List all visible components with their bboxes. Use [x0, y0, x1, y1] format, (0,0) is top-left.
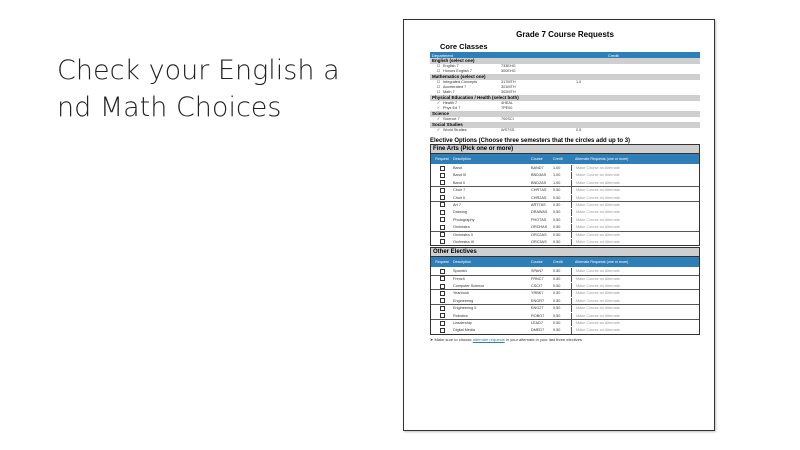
checkbox-icon[interactable] — [440, 291, 445, 296]
elective-credit: 0.50 — [553, 195, 561, 200]
course-name: Science 7 — [443, 117, 460, 121]
request-checkbox[interactable] — [431, 313, 453, 319]
alternate-option[interactable]: Make Course an Alternate — [571, 276, 699, 282]
elective-credit: 1.00 — [553, 166, 561, 170]
course-code: 317MTH — [501, 80, 516, 84]
core-group-label: English (select one) — [430, 58, 700, 64]
elective-course-code: BND2AS — [531, 180, 547, 185]
checkbox-icon[interactable] — [440, 269, 445, 274]
slide-title-line-2: nd Math Choices — [57, 92, 282, 123]
alternate-option[interactable]: Make Course an Alternate — [571, 298, 699, 304]
document-title: Grade 7 Course Requests — [516, 30, 614, 39]
checkbox-icon[interactable] — [440, 217, 445, 222]
other-electives-header: Request Description Course Credit Alternate Requests (one or more) — [431, 257, 699, 267]
course-credit — [576, 90, 606, 95]
other-electives-table — [430, 256, 700, 335]
request-checkbox[interactable] — [431, 290, 453, 296]
request-checkbox[interactable] — [431, 217, 453, 223]
elective-course-code: ROBO7 — [531, 313, 545, 318]
elective-course-code: CSCI7 — [531, 284, 543, 289]
elective-credit: 0.50 — [553, 321, 561, 326]
elective-description: Choir 7 — [453, 188, 466, 193]
elective-description: Art 7 — [453, 202, 462, 207]
request-checkbox[interactable] — [431, 305, 453, 311]
elective-course-code: BND3AS — [531, 173, 547, 178]
request-checkbox[interactable] — [431, 283, 453, 289]
course-request-document — [403, 19, 715, 431]
elective-row — [431, 186, 699, 193]
course-check[interactable]: ☐ — [436, 64, 440, 68]
checkbox-icon[interactable] — [440, 202, 445, 207]
checkbox-icon[interactable] — [440, 173, 445, 178]
elective-description: Orchestra — [453, 225, 470, 230]
request-checkbox[interactable] — [431, 209, 453, 215]
elective-row — [431, 179, 699, 186]
alternate-option[interactable]: Make Course an Alternate — [571, 327, 699, 333]
elective-credit: 0.50 — [553, 291, 561, 296]
course-check[interactable]: ✓ — [436, 106, 440, 110]
course-name: Math 7 — [443, 90, 455, 94]
elective-row — [431, 194, 699, 201]
request-checkbox[interactable] — [431, 180, 453, 186]
elective-description: Yearbook — [453, 291, 469, 296]
elective-row — [431, 223, 699, 230]
elective-credit: 0.50 — [553, 217, 561, 222]
elective-row — [431, 267, 699, 274]
request-checkbox[interactable] — [431, 268, 453, 274]
elective-row — [431, 297, 699, 304]
fine-arts-table — [430, 153, 700, 246]
elective-credit: 0.50 — [553, 298, 561, 303]
elective-description: Spanish — [453, 269, 467, 274]
checkbox-icon[interactable] — [440, 166, 445, 171]
request-checkbox[interactable] — [431, 239, 453, 245]
course-code: 7PE00 — [501, 106, 513, 110]
course-check[interactable]: ✓ — [436, 128, 440, 132]
course-name: Health 7 — [443, 101, 458, 105]
elective-description: French — [453, 276, 465, 281]
elective-course-code: DMED7 — [531, 328, 545, 333]
elective-credit: 1.00 — [553, 180, 561, 185]
alternate-option[interactable]: Make Course an Alternate — [571, 165, 699, 171]
course-name: Honors English 7 — [443, 69, 472, 73]
course-code: 300EHG — [501, 69, 516, 73]
elective-course-code: PHOTAS — [531, 217, 547, 222]
elective-row — [431, 231, 699, 238]
alternate-option[interactable]: Make Course an Alternate — [571, 239, 699, 245]
elective-course-code: CHR2AS — [531, 195, 547, 200]
alternate-option[interactable]: Make Course an Alternate — [571, 283, 699, 289]
checkbox-icon[interactable] — [440, 239, 445, 244]
elective-course-code: LEAD7 — [531, 321, 544, 326]
elective-row — [431, 289, 699, 296]
checkbox-icon[interactable] — [440, 232, 445, 237]
elective-description: Engineering II — [453, 306, 477, 311]
course-code: 302MTH — [501, 90, 516, 94]
elective-description: Orchestra III — [453, 239, 474, 244]
request-checkbox[interactable] — [431, 298, 453, 304]
elective-description: Drawing — [453, 210, 467, 215]
core-classes-title: Core Classes — [440, 42, 488, 51]
course-code: WS7SS — [501, 128, 515, 132]
elective-description: Choir II — [453, 195, 466, 200]
course-name: English 7 — [443, 64, 459, 68]
elective-course-code: BAND7 — [531, 166, 544, 170]
course-code: 4HEAL — [501, 101, 514, 105]
alternate-option[interactable]: Make Course an Alternate — [571, 305, 699, 311]
fine-arts-title: Fine Arts (Pick one or more) — [430, 144, 700, 153]
checkbox-icon[interactable] — [440, 306, 445, 311]
alternate-option[interactable]: Make Course an Alternate — [571, 232, 699, 238]
course-code: 700SCI — [501, 117, 514, 121]
request-checkbox[interactable] — [431, 187, 453, 193]
elective-description: Band III — [453, 173, 467, 178]
core-header-credit: Credit — [608, 52, 619, 58]
request-checkbox[interactable] — [431, 202, 453, 208]
elective-description: Leadership — [453, 321, 472, 326]
elective-course-code: ENG27 — [531, 306, 544, 311]
checkbox-icon[interactable] — [440, 276, 445, 281]
course-credit: 0.5 — [576, 128, 582, 132]
elective-row — [431, 216, 699, 223]
elective-row — [431, 312, 699, 319]
checkbox-icon[interactable] — [440, 328, 445, 333]
core-course-row[interactable] — [430, 128, 700, 133]
elective-course-code: DRAWAS — [531, 210, 548, 215]
alternate-option[interactable]: Make Course an Alternate — [571, 217, 699, 223]
course-credit — [576, 117, 606, 122]
elective-row — [431, 319, 699, 326]
request-checkbox[interactable] — [431, 165, 453, 171]
slide-title-line-1: Check your English a — [57, 55, 340, 86]
alternate-option[interactable]: Make Course an Alternate — [571, 313, 699, 319]
elective-row — [431, 208, 699, 215]
elective-row — [431, 171, 699, 178]
elective-course-code: YRBK7 — [531, 291, 544, 296]
course-check[interactable]: ☐ — [436, 85, 440, 89]
course-check[interactable]: ☐ — [436, 69, 440, 73]
course-code: 301MTH — [501, 85, 516, 89]
elective-course-code: FRNC7 — [531, 276, 544, 281]
elective-course-code: CHR7AS — [531, 188, 547, 193]
elective-description: Digital Media — [453, 328, 475, 333]
checkbox-icon[interactable] — [440, 321, 445, 326]
course-name: Accelerated 7 — [443, 85, 467, 89]
checkbox-icon[interactable] — [440, 180, 445, 185]
request-checkbox[interactable] — [431, 320, 453, 326]
course-credit — [576, 106, 606, 111]
core-group-label: Science — [430, 111, 700, 117]
alternate-option[interactable]: Make Course an Alternate — [571, 202, 699, 208]
checkbox-icon[interactable] — [440, 313, 445, 318]
elective-credit: 0.50 — [553, 210, 561, 215]
course-name: Integrated Concepts — [443, 80, 478, 84]
request-checkbox[interactable] — [431, 224, 453, 230]
course-check[interactable]: ✓ — [436, 101, 440, 105]
elective-credit: 0.50 — [553, 225, 561, 230]
checkbox-icon[interactable] — [440, 195, 445, 200]
elective-row — [431, 238, 699, 245]
elective-row — [431, 164, 699, 171]
request-checkbox[interactable] — [431, 276, 453, 282]
alternate-requests-link[interactable]: alternate requests — [472, 336, 505, 342]
core-group-label: Physical Education / Health (select both) — [430, 95, 700, 101]
course-credit — [576, 69, 606, 74]
elective-credit: 0.50 — [553, 269, 561, 274]
elective-description: Computer Science — [453, 284, 485, 289]
course-code: 733EHG — [501, 64, 516, 68]
elective-course-code: ORCHAS — [531, 225, 548, 230]
course-name: Phys Ed 7 — [443, 106, 461, 110]
elective-row — [431, 326, 699, 333]
core-header-department: Department — [432, 52, 453, 58]
elective-course-code: ORC3AS — [531, 239, 547, 244]
elective-row — [431, 304, 699, 311]
alternate-option[interactable]: Make Course an Alternate — [571, 290, 699, 296]
elective-row — [431, 282, 699, 289]
core-group-label: Mathematics (select one) — [430, 74, 700, 80]
elective-course-code: SPAN7 — [531, 269, 544, 274]
course-name: World Studies — [443, 128, 467, 132]
core-group-label: Social Studies — [430, 122, 700, 128]
elective-credit: 0.50 — [553, 239, 561, 244]
footer-note: ➤ Make sure to choose alternate requests in your alternate in your last three electives — [430, 336, 582, 342]
alternate-option[interactable]: Make Course an Alternate — [571, 187, 699, 193]
elective-description: Engineering — [453, 298, 474, 303]
elective-row — [431, 275, 699, 282]
elective-options-title: Elective Options (Choose three semesters that the circles add up to 3) — [430, 138, 631, 144]
elective-credit: 0.50 — [553, 202, 561, 207]
request-checkbox[interactable] — [431, 327, 453, 333]
checkbox-icon[interactable] — [440, 225, 445, 230]
alternate-option[interactable]: Make Course an Alternate — [571, 172, 699, 178]
checkbox-icon[interactable] — [440, 188, 445, 193]
checkbox-icon[interactable] — [440, 298, 445, 303]
elective-description: Orchestra II — [453, 232, 473, 237]
slide-title — [57, 52, 377, 126]
alternate-option[interactable]: Make Course an Alternate — [571, 224, 699, 230]
elective-credit: 0.50 — [553, 313, 561, 318]
course-check[interactable]: ☐ — [436, 80, 440, 84]
elective-course-code: ENGR7 — [531, 298, 545, 303]
elective-credit: 0.50 — [553, 232, 561, 237]
elective-credit: 0.50 — [553, 276, 561, 281]
elective-credit: 1.00 — [553, 173, 561, 178]
elective-credit: 0.50 — [553, 306, 561, 311]
elective-credit: 0.50 — [553, 328, 561, 333]
elective-course-code: ORC2AS — [531, 232, 547, 237]
elective-credit: 0.50 — [553, 284, 561, 289]
alternate-option[interactable]: Make Course an Alternate — [571, 209, 699, 215]
elective-course-code: ART7AS — [531, 202, 546, 207]
elective-description: Band — [453, 166, 462, 170]
request-checkbox[interactable] — [431, 195, 453, 201]
alternate-option[interactable]: Make Course an Alternate — [571, 195, 699, 201]
alternate-option[interactable]: Make Course an Alternate — [571, 180, 699, 186]
course-check[interactable]: ✓ — [436, 117, 440, 121]
course-credit: 1.0 — [576, 80, 582, 84]
elective-row — [431, 201, 699, 208]
elective-description: Band II — [453, 180, 466, 185]
course-check[interactable]: ☐ — [436, 90, 440, 94]
alternate-option[interactable]: Make Course an Alternate — [571, 320, 699, 326]
request-checkbox[interactable] — [431, 232, 453, 238]
alternate-option[interactable]: Make Course an Alternate — [571, 268, 699, 274]
fine-arts-header: Request Description Course Credit Alternate Requests (one or more) — [431, 154, 699, 164]
checkbox-icon[interactable] — [440, 210, 445, 215]
other-electives-title: Other Electives — [430, 247, 700, 256]
elective-credit: 0.50 — [553, 188, 561, 193]
checkbox-icon[interactable] — [440, 284, 445, 289]
elective-description: Photography — [453, 217, 475, 222]
elective-description: Robotics — [453, 313, 468, 318]
core-groups — [430, 58, 700, 133]
request-checkbox[interactable] — [431, 172, 453, 178]
